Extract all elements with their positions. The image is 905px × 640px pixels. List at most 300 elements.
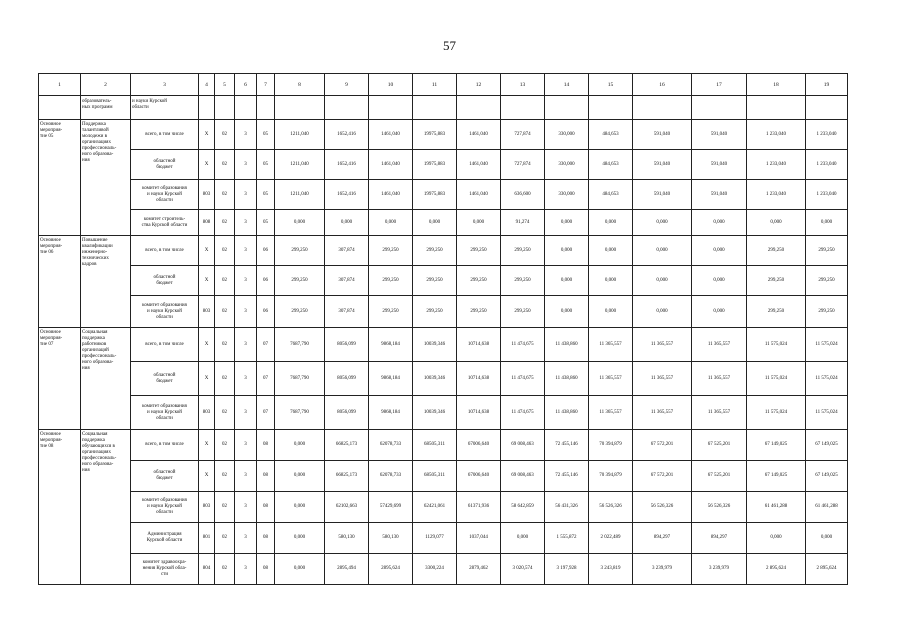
table-cell [257, 96, 275, 120]
table-cell: 0,000 [275, 210, 325, 236]
table-cell: 61371,936 [457, 492, 501, 523]
table-cell: 1461,040 [369, 180, 413, 210]
table-cell: 11 575,024 [806, 396, 848, 430]
table-cell: 05 [257, 120, 275, 150]
table-cell: 67 149,025 [806, 461, 848, 492]
table-row [39, 328, 848, 362]
table-cell: 0,000 [325, 210, 369, 236]
continuation-row [39, 96, 848, 120]
table-cell: 803 [199, 296, 215, 328]
table-cell: 07 [257, 362, 275, 396]
table-cell: 11 438,860 [545, 362, 589, 396]
table-cell: 68505,311 [413, 461, 457, 492]
table-cell [199, 96, 215, 120]
table-cell: 11 365,557 [692, 396, 747, 430]
table-cell: 3 239,979 [692, 554, 747, 585]
table-cell: 299,250 [501, 296, 545, 328]
table-cell [545, 96, 589, 120]
column-header: 4 [199, 74, 215, 96]
table-cell: 803 [199, 396, 215, 430]
budget-table [38, 73, 848, 585]
table-cell: 2895,624 [369, 554, 413, 585]
table-cell: 2 895,624 [806, 554, 848, 585]
table-cell: 299,250 [747, 266, 806, 296]
table-cell: 62078,733 [369, 461, 413, 492]
continuation-program: образователь- ных программ [81, 96, 131, 120]
table-cell: 1129,077 [413, 523, 457, 554]
table-cell: 727,874 [501, 120, 545, 150]
table-cell: 06 [257, 236, 275, 266]
table-cell: 61 461,288 [806, 492, 848, 523]
measure-title: Социальная поддержка работников организаций профессиональ- ного образова- ния [81, 328, 131, 430]
table-cell: 299,250 [457, 296, 501, 328]
table-cell: 299,250 [275, 296, 325, 328]
table-cell: 591,040 [692, 150, 747, 180]
table-cell: 11 575,024 [806, 362, 848, 396]
table-cell [501, 96, 545, 120]
table-cell: областной бюджет [131, 362, 199, 396]
table-cell: 67006,640 [457, 430, 501, 461]
measure-title: Повышение квалификации инженерно- технических кадров [81, 236, 131, 328]
table-cell: 10039,346 [413, 396, 457, 430]
table-cell: 2895,494 [325, 554, 369, 585]
header-row [39, 74, 848, 96]
table-cell: всего, в том числе [131, 236, 199, 266]
table-cell: 801 [199, 523, 215, 554]
table-cell: 02 [215, 523, 235, 554]
table-cell: 299,250 [806, 266, 848, 296]
table-cell [633, 96, 692, 120]
table-cell: 10714,638 [457, 362, 501, 396]
table-cell: 299,250 [806, 296, 848, 328]
table-cell: 0,000 [457, 210, 501, 236]
measure-label: Основное мероприя- тие 07 [39, 328, 81, 430]
table-cell: 1 233,040 [747, 120, 806, 150]
table-cell: 57429,699 [369, 492, 413, 523]
table-cell: 0,000 [806, 210, 848, 236]
table-cell: 299,250 [369, 296, 413, 328]
table-cell: 3 [235, 210, 257, 236]
table-cell: 9868,184 [369, 328, 413, 362]
table-cell: 1 233,040 [747, 180, 806, 210]
table-cell: 1652,416 [325, 180, 369, 210]
table-row [39, 362, 848, 396]
table-cell: 02 [215, 396, 235, 430]
column-header: 12 [457, 74, 501, 96]
table-cell: 1461,040 [457, 150, 501, 180]
table-cell: 3 [235, 430, 257, 461]
table-cell [275, 96, 325, 120]
measure-label: Основное мероприя- тие 08 [39, 430, 81, 585]
table-cell: 11 474,675 [501, 396, 545, 430]
continuation-executor: и науки Курской области [131, 96, 199, 120]
table-row [39, 150, 848, 180]
table-cell: 580,130 [369, 523, 413, 554]
table-cell: 7687,790 [275, 362, 325, 396]
table-cell: X [199, 266, 215, 296]
table-cell: 0,000 [589, 210, 633, 236]
table-cell: 0,000 [633, 266, 692, 296]
table-cell: X [199, 120, 215, 150]
table-cell: 0,000 [747, 523, 806, 554]
table-cell: 0,000 [275, 492, 325, 523]
column-header: 3 [131, 74, 199, 96]
column-header: 11 [413, 74, 457, 96]
table-cell: 1461,040 [457, 120, 501, 150]
table-cell: областной бюджет [131, 150, 199, 180]
table-cell: 02 [215, 461, 235, 492]
table-cell: 62421,061 [413, 492, 457, 523]
table-cell: 1652,416 [325, 150, 369, 180]
table-cell: 1 233,040 [806, 120, 848, 150]
table-cell: 299,250 [369, 236, 413, 266]
table-cell: 299,250 [413, 236, 457, 266]
column-header: 8 [275, 74, 325, 96]
table-cell: 330,000 [545, 180, 589, 210]
table-cell: 0,000 [275, 554, 325, 585]
table-cell: 67 525,201 [692, 430, 747, 461]
table-cell: 67 525,201 [692, 461, 747, 492]
table-cell: X [199, 461, 215, 492]
table-cell: 08 [257, 430, 275, 461]
table-cell: 67 149,025 [806, 430, 848, 461]
table-cell [457, 96, 501, 120]
table-cell: 62078,733 [369, 430, 413, 461]
table-cell: 3 [235, 554, 257, 585]
table-cell: 10039,346 [413, 328, 457, 362]
table-cell: 0,000 [692, 296, 747, 328]
table-cell: 1461,040 [369, 150, 413, 180]
table-cell: 1211,040 [275, 150, 325, 180]
table-cell: 11 575,024 [806, 328, 848, 362]
table-cell: 61 461,288 [747, 492, 806, 523]
table-row [39, 266, 848, 296]
table-cell: 804 [199, 554, 215, 585]
table-cell: 3 [235, 396, 257, 430]
table-cell: 06 [257, 266, 275, 296]
table-cell: 299,250 [501, 266, 545, 296]
table-cell: 3 [235, 296, 257, 328]
table-cell: 803 [199, 180, 215, 210]
column-header: 15 [589, 74, 633, 96]
table-cell: 02 [215, 554, 235, 585]
table-cell: 3 [235, 523, 257, 554]
table-cell: 07 [257, 396, 275, 430]
table-cell: 91,274 [501, 210, 545, 236]
table-cell: 67 572,201 [633, 430, 692, 461]
column-header: 13 [501, 74, 545, 96]
table-cell: 02 [215, 210, 235, 236]
table-cell: 9868,184 [369, 396, 413, 430]
table-cell: 7687,790 [275, 328, 325, 362]
table-cell: 02 [215, 328, 235, 362]
table-cell [325, 96, 369, 120]
table-cell: 0,000 [633, 296, 692, 328]
table-cell: 08 [257, 554, 275, 585]
table-cell: 3 [235, 180, 257, 210]
measure-title: Поддержка талантливой молодежи в организациях профессиональ- ного образова- ния [81, 120, 131, 236]
table-cell: 3 239,979 [633, 554, 692, 585]
column-header: 7 [257, 74, 275, 96]
table-cell: 7687,790 [275, 396, 325, 430]
table-cell: 636,600 [501, 180, 545, 210]
table-cell: 02 [215, 492, 235, 523]
table-cell [39, 96, 81, 120]
table-cell: 484,653 [589, 150, 633, 180]
table-cell: 08 [257, 492, 275, 523]
table-cell: 11 365,557 [692, 362, 747, 396]
measure-label: Основное мероприя- тие 05 [39, 120, 81, 236]
table-cell: 02 [215, 296, 235, 328]
table-cell: 58 642,859 [501, 492, 545, 523]
table-cell: 8056,099 [325, 396, 369, 430]
table-cell: 3 020,574 [501, 554, 545, 585]
table-cell [369, 96, 413, 120]
table-cell: 3 [235, 236, 257, 266]
table-cell: 894,297 [692, 523, 747, 554]
table-cell: 11 575,024 [747, 362, 806, 396]
table-cell: 11 575,024 [747, 396, 806, 430]
table-cell: 05 [257, 150, 275, 180]
measure-title: Социальная поддержка обучающихся в организациях профессиональ- ного образова- ния [81, 430, 131, 585]
table-cell: 02 [215, 180, 235, 210]
table-cell: 05 [257, 210, 275, 236]
table-cell: 02 [215, 362, 235, 396]
table-cell: 1 233,040 [806, 150, 848, 180]
table-cell: 299,250 [747, 296, 806, 328]
table-cell: 11 474,675 [501, 362, 545, 396]
table-cell: 591,040 [633, 120, 692, 150]
table-cell: 11 365,557 [589, 362, 633, 396]
table-cell: 70 394,879 [589, 461, 633, 492]
table-cell: 2879,462 [457, 554, 501, 585]
table-cell: 3 [235, 492, 257, 523]
table-cell: 62102,663 [325, 492, 369, 523]
table-cell: 299,250 [413, 266, 457, 296]
table-cell: комитет образования и науки Курской области [131, 296, 199, 328]
table-cell: 02 [215, 150, 235, 180]
column-header: 16 [633, 74, 692, 96]
table-cell: 11 438,860 [545, 328, 589, 362]
table-cell: 1 233,040 [806, 180, 848, 210]
table-cell: 0,000 [633, 236, 692, 266]
table-cell: 0,000 [589, 266, 633, 296]
table-cell: 0,000 [806, 523, 848, 554]
table-cell: X [199, 430, 215, 461]
table-cell: X [199, 328, 215, 362]
table-row [39, 236, 848, 266]
table-cell: 591,040 [633, 150, 692, 180]
table-cell: 56 431,326 [545, 492, 589, 523]
table-cell [589, 96, 633, 120]
table-cell: 1461,040 [369, 120, 413, 150]
table-cell: 8056,099 [325, 328, 369, 362]
column-header: 17 [692, 74, 747, 96]
column-header: 2 [81, 74, 131, 96]
table-cell: 8056,099 [325, 362, 369, 396]
table-cell: 0,000 [589, 236, 633, 266]
table-cell: 3 197,928 [545, 554, 589, 585]
table-cell: 299,250 [275, 266, 325, 296]
table-cell: 11 365,557 [589, 396, 633, 430]
table-cell: 2 022,489 [589, 523, 633, 554]
table-cell: 299,250 [806, 236, 848, 266]
table-cell: 68505,311 [413, 430, 457, 461]
table-cell: областной бюджет [131, 266, 199, 296]
table-cell: 808 [199, 210, 215, 236]
table-cell: областной бюджет [131, 461, 199, 492]
table-cell [692, 96, 747, 120]
table-cell: 11 474,675 [501, 328, 545, 362]
table-cell: 591,040 [692, 120, 747, 150]
table-cell: 1652,416 [325, 120, 369, 150]
table-cell: 307,874 [325, 236, 369, 266]
table-cell: 66825,173 [325, 461, 369, 492]
table-cell: комитет образования и науки Курской области [131, 180, 199, 210]
table-cell: 2 895,624 [747, 554, 806, 585]
table-cell: 0,000 [692, 266, 747, 296]
table-cell: 11 365,557 [633, 328, 692, 362]
table-cell: 3 [235, 461, 257, 492]
table-cell: 06 [257, 296, 275, 328]
table-cell: 3 [235, 150, 257, 180]
table-cell: 67 572,201 [633, 461, 692, 492]
table-cell: 330,000 [545, 120, 589, 150]
table-cell: 67 149,025 [747, 430, 806, 461]
table-cell: всего, в том числе [131, 120, 199, 150]
table-cell: 3300,224 [413, 554, 457, 585]
table-cell: 72 455,146 [545, 461, 589, 492]
column-header: 5 [215, 74, 235, 96]
table-cell: 484,653 [589, 120, 633, 150]
table-cell: X [199, 150, 215, 180]
table-row [39, 296, 848, 328]
table-cell: 0,000 [413, 210, 457, 236]
table-cell: 3 [235, 362, 257, 396]
table-cell: 0,000 [545, 296, 589, 328]
table-cell: 0,000 [545, 266, 589, 296]
table-cell [215, 96, 235, 120]
column-header: 19 [806, 74, 848, 96]
table-cell: 02 [215, 266, 235, 296]
table-cell: 894,297 [633, 523, 692, 554]
table-cell: 3 [235, 328, 257, 362]
table-cell: 19975,883 [413, 120, 457, 150]
table-row [39, 430, 848, 461]
table-cell: 0,000 [589, 296, 633, 328]
table-cell: комитет строитель- ства Курской области [131, 210, 199, 236]
table-cell: X [199, 362, 215, 396]
table-cell: 299,250 [413, 296, 457, 328]
table-cell: 19975,883 [413, 180, 457, 210]
table-cell: X [199, 236, 215, 266]
table-cell: 1 555,872 [545, 523, 589, 554]
table-cell: 299,250 [501, 236, 545, 266]
table-cell: 11 365,557 [633, 362, 692, 396]
table-cell: 0,000 [692, 210, 747, 236]
column-header: 6 [235, 74, 257, 96]
table-cell: 591,040 [633, 180, 692, 210]
table-cell: 0,000 [275, 430, 325, 461]
table-row [39, 492, 848, 523]
table-cell: 299,250 [275, 236, 325, 266]
table-cell: 72 455,146 [545, 430, 589, 461]
table-cell: 10039,346 [413, 362, 457, 396]
table-cell: 3 243,819 [589, 554, 633, 585]
table-cell: 0,000 [747, 210, 806, 236]
table-cell: 70 394,879 [589, 430, 633, 461]
table-cell: 307,874 [325, 266, 369, 296]
column-header: 9 [325, 74, 369, 96]
column-header: 18 [747, 74, 806, 96]
table-cell: 56 526,326 [633, 492, 692, 523]
table-row [39, 210, 848, 236]
table-cell: 0,000 [692, 236, 747, 266]
table-cell: комитет здравоохра- нения Курской обла- сти [131, 554, 199, 585]
table-cell [747, 96, 806, 120]
table-cell: 05 [257, 180, 275, 210]
table-row [39, 396, 848, 430]
table-cell: 1461,040 [457, 180, 501, 210]
table-cell: 0,000 [633, 210, 692, 236]
column-header: 1 [39, 74, 81, 96]
table-cell: 0,000 [545, 236, 589, 266]
table-cell: 69 008,463 [501, 430, 545, 461]
table-cell: 67006,640 [457, 461, 501, 492]
table-cell: комитет образования и науки Курской области [131, 396, 199, 430]
table-cell: 02 [215, 120, 235, 150]
table-cell: 0,000 [275, 461, 325, 492]
table-cell: 0,000 [501, 523, 545, 554]
table-cell: 11 365,557 [692, 328, 747, 362]
table-cell: 299,250 [369, 266, 413, 296]
table-cell: 11 365,557 [633, 396, 692, 430]
table-cell: 08 [257, 523, 275, 554]
table-cell: 3 [235, 120, 257, 150]
column-header: 14 [545, 74, 589, 96]
table-row [39, 180, 848, 210]
table-cell: 299,250 [457, 266, 501, 296]
table-cell: 3 [235, 266, 257, 296]
table-cell: 1037,044 [457, 523, 501, 554]
table-cell: комитет образования и науки Курской области [131, 492, 199, 523]
table-cell: 11 575,024 [747, 328, 806, 362]
table-cell: 307,874 [325, 296, 369, 328]
table-cell: Администрация Курской области [131, 523, 199, 554]
table-cell: 299,250 [457, 236, 501, 266]
table-cell: 02 [215, 430, 235, 461]
table-row [39, 120, 848, 150]
table-cell: 299,250 [747, 236, 806, 266]
table-cell [806, 96, 848, 120]
table-cell: 08 [257, 461, 275, 492]
table-row [39, 461, 848, 492]
table-cell: 484,653 [589, 180, 633, 210]
column-header: 10 [369, 74, 413, 96]
table-cell: 1211,040 [275, 120, 325, 150]
table-cell: 07 [257, 328, 275, 362]
table-cell: 591,040 [692, 180, 747, 210]
table-cell [413, 96, 457, 120]
table-cell: 56 526,326 [589, 492, 633, 523]
table-cell: 1 233,040 [747, 150, 806, 180]
table-cell: 69 008,463 [501, 461, 545, 492]
table-cell: 803 [199, 492, 215, 523]
table-cell: 9868,184 [369, 362, 413, 396]
table-row [39, 523, 848, 554]
table-cell: всего, в том числе [131, 328, 199, 362]
table-cell: 727,874 [501, 150, 545, 180]
